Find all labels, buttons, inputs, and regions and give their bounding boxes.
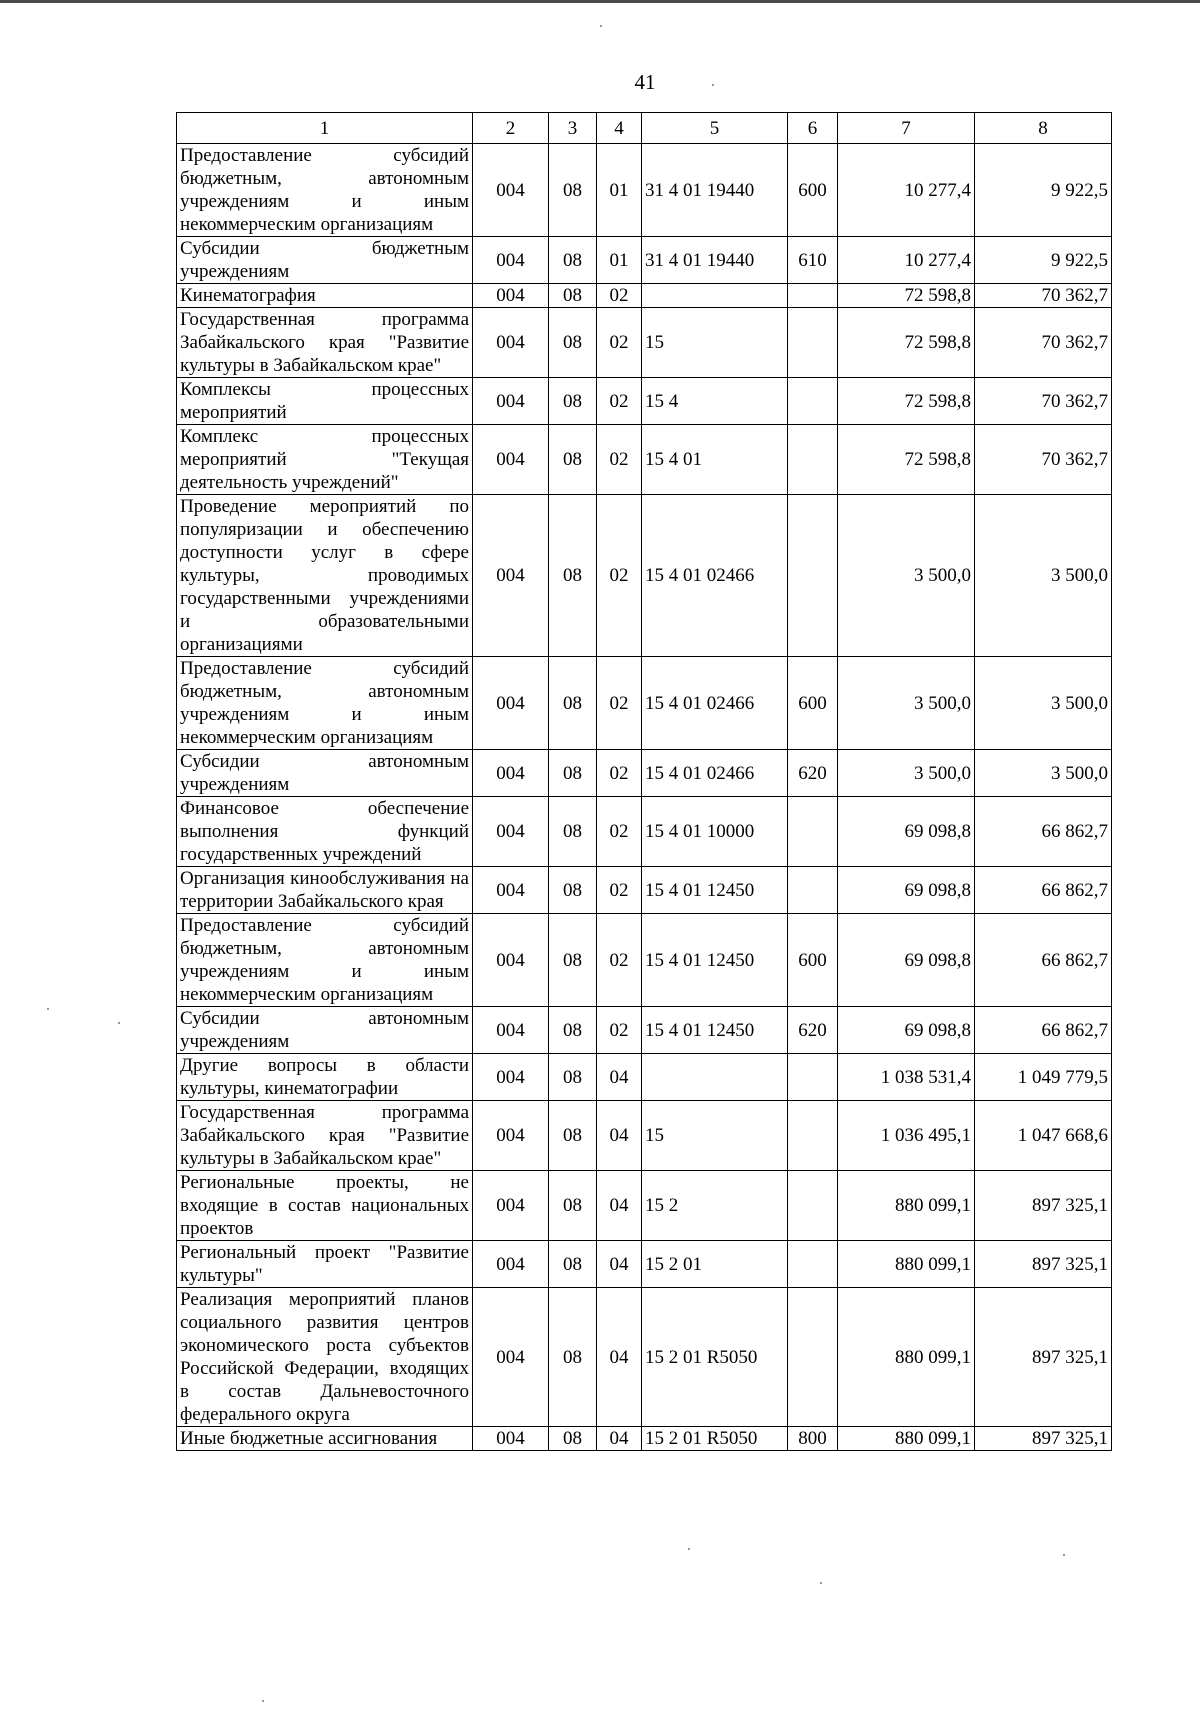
subsection-cell: 02 [597,914,642,1007]
section-cell: 08 [549,1241,597,1288]
table-row [177,1007,1112,1054]
subsection-cell: 02 [597,308,642,378]
amount-2025-cell: 3 500,0 [838,657,975,750]
table-row [177,284,1112,308]
scan-speck [1063,1554,1065,1556]
admin-code-cell: 004 [473,914,549,1007]
expense-type-cell [788,308,838,378]
admin-code-cell: 004 [473,425,549,495]
target-article-cell: 15 4 01 02466 [642,495,788,657]
target-article-cell: 15 2 [642,1171,788,1241]
table-row [177,867,1112,914]
amount-2026-cell: 897 325,1 [975,1288,1112,1427]
amount-2025-cell: 10 277,4 [838,237,975,284]
row-name-cell: Субсидии бюджетным учреждениям [177,237,473,284]
target-article-cell [642,284,788,308]
target-article-cell [642,1054,788,1101]
scan-speck [47,1008,49,1010]
amount-2026-cell: 3 500,0 [975,750,1112,797]
col-header: 8 [975,113,1112,144]
section-cell: 08 [549,378,597,425]
subsection-cell: 02 [597,378,642,425]
section-cell: 08 [549,750,597,797]
amount-2026-cell: 66 862,7 [975,867,1112,914]
expense-type-cell [788,495,838,657]
row-name-cell: Реализация мероприятий планов социального развития центров экономического роста субъектов Российской Федерации, входящих в состав Дальневосточного федерального округа [177,1288,473,1427]
subsection-cell: 04 [597,1241,642,1288]
amount-2025-cell: 72 598,8 [838,308,975,378]
subsection-cell: 02 [597,425,642,495]
section-cell: 08 [549,1288,597,1427]
row-name-cell: Предоставление субсидий бюджетным, автономным учреждениям и иным некоммерческим организациям [177,144,473,237]
amount-2025-cell: 880 099,1 [838,1241,975,1288]
expense-type-cell: 620 [788,750,838,797]
row-name-cell: Предоставление субсидий бюджетным, автономным учреждениям и иным некоммерческим организациям [177,657,473,750]
subsection-cell: 02 [597,657,642,750]
scan-speck [262,1700,264,1702]
section-cell: 08 [549,284,597,308]
row-name-cell: Финансовое обеспечение выполнения функций государственных учреждений [177,797,473,867]
row-name-cell: Региональный проект "Развитие культуры" [177,1241,473,1288]
amount-2025-cell: 3 500,0 [838,495,975,657]
expense-type-cell [788,1288,838,1427]
subsection-cell: 02 [597,1007,642,1054]
amount-2025-cell: 72 598,8 [838,284,975,308]
budget-table [176,112,1112,1451]
section-cell: 08 [549,1007,597,1054]
table-row [177,495,1112,657]
amount-2026-cell: 66 862,7 [975,914,1112,1007]
admin-code-cell: 004 [473,1171,549,1241]
table-row [177,237,1112,284]
row-name-cell: Государственная программа Забайкальского края "Развитие культуры в Забайкальском крае" [177,1101,473,1171]
table-row [177,657,1112,750]
subsection-cell: 04 [597,1054,642,1101]
target-article-cell: 15 [642,1101,788,1171]
admin-code-cell: 004 [473,284,549,308]
expense-type-cell [788,1241,838,1288]
amount-2025-cell: 69 098,8 [838,1007,975,1054]
section-cell: 08 [549,1054,597,1101]
admin-code-cell: 004 [473,308,549,378]
amount-2025-cell: 69 098,8 [838,867,975,914]
amount-2025-cell: 1 036 495,1 [838,1101,975,1171]
amount-2025-cell: 69 098,8 [838,914,975,1007]
target-article-cell: 31 4 01 19440 [642,237,788,284]
table-row [177,914,1112,1007]
section-cell: 08 [549,657,597,750]
subsection-cell: 04 [597,1171,642,1241]
section-cell: 08 [549,797,597,867]
admin-code-cell: 004 [473,1101,549,1171]
subsection-cell: 01 [597,144,642,237]
amount-2025-cell: 72 598,8 [838,425,975,495]
col-header: 1 [177,113,473,144]
section-cell: 08 [549,1101,597,1171]
admin-code-cell: 004 [473,495,549,657]
target-article-cell: 15 4 01 12450 [642,914,788,1007]
row-name-cell: Проведение мероприятий по популяризации и обеспечению доступности услуг в сфере культуры, проводимых государственными учреждениями и образовательными организациями [177,495,473,657]
expense-type-cell: 620 [788,1007,838,1054]
expense-type-cell [788,1101,838,1171]
row-name-cell: Государственная программа Забайкальского края "Развитие культуры в Забайкальском крае" [177,308,473,378]
amount-2026-cell: 1 049 779,5 [975,1054,1112,1101]
subsection-cell: 01 [597,237,642,284]
amount-2026-cell: 9 922,5 [975,237,1112,284]
expense-type-cell [788,1054,838,1101]
table-row [177,1288,1112,1427]
subsection-cell: 02 [597,797,642,867]
expense-type-cell [788,284,838,308]
admin-code-cell: 004 [473,237,549,284]
admin-code-cell: 004 [473,1241,549,1288]
section-cell: 08 [549,867,597,914]
section-cell: 08 [549,144,597,237]
header-row [177,113,1112,144]
target-article-cell: 15 4 01 10000 [642,797,788,867]
expense-type-cell [788,867,838,914]
col-header: 5 [642,113,788,144]
table-row [177,378,1112,425]
amount-2025-cell: 880 099,1 [838,1288,975,1427]
amount-2026-cell: 70 362,7 [975,425,1112,495]
amount-2025-cell: 880 099,1 [838,1171,975,1241]
amount-2025-cell: 72 598,8 [838,378,975,425]
section-cell: 08 [549,237,597,284]
col-header: 4 [597,113,642,144]
section-cell: 08 [549,308,597,378]
table-row [177,1101,1112,1171]
col-header: 7 [838,113,975,144]
section-cell: 08 [549,1171,597,1241]
table-row [177,425,1112,495]
admin-code-cell: 004 [473,750,549,797]
expense-type-cell: 610 [788,237,838,284]
col-header: 2 [473,113,549,144]
amount-2025-cell: 10 277,4 [838,144,975,237]
table-row [177,1427,1112,1451]
target-article-cell: 31 4 01 19440 [642,144,788,237]
admin-code-cell: 004 [473,797,549,867]
expense-type-cell: 600 [788,657,838,750]
expense-type-cell: 600 [788,914,838,1007]
amount-2025-cell: 3 500,0 [838,750,975,797]
scan-speck [712,84,714,86]
row-name-cell: Региональные проекты, не входящие в состав национальных проектов [177,1171,473,1241]
table-row [177,1241,1112,1288]
target-article-cell: 15 4 01 12450 [642,1007,788,1054]
col-header: 3 [549,113,597,144]
expense-type-cell [788,1171,838,1241]
amount-2026-cell: 897 325,1 [975,1241,1112,1288]
amount-2026-cell: 3 500,0 [975,657,1112,750]
table-row [177,144,1112,237]
row-name-cell: Предоставление субсидий бюджетным, автономным учреждениям и иным некоммерческим организациям [177,914,473,1007]
scan-speck [118,1022,120,1024]
amount-2026-cell: 9 922,5 [975,144,1112,237]
admin-code-cell: 004 [473,144,549,237]
table-row [177,1054,1112,1101]
table-row [177,308,1112,378]
amount-2025-cell: 880 099,1 [838,1427,975,1451]
expense-type-cell [788,797,838,867]
target-article-cell: 15 2 01 [642,1241,788,1288]
amount-2026-cell: 66 862,7 [975,1007,1112,1054]
admin-code-cell: 004 [473,1288,549,1427]
amount-2026-cell: 70 362,7 [975,378,1112,425]
target-article-cell: 15 [642,308,788,378]
scan-speck [688,1548,690,1550]
scan-speck [600,25,602,27]
subsection-cell: 04 [597,1101,642,1171]
subsection-cell: 02 [597,867,642,914]
expense-type-cell: 800 [788,1427,838,1451]
amount-2026-cell: 897 325,1 [975,1171,1112,1241]
section-cell: 08 [549,425,597,495]
admin-code-cell: 004 [473,378,549,425]
section-cell: 08 [549,914,597,1007]
target-article-cell: 15 4 01 [642,425,788,495]
subsection-cell: 02 [597,750,642,797]
row-name-cell: Субсидии автономным учреждениям [177,1007,473,1054]
subsection-cell: 02 [597,495,642,657]
target-article-cell: 15 4 01 02466 [642,750,788,797]
subsection-cell: 04 [597,1288,642,1427]
amount-2025-cell: 1 038 531,4 [838,1054,975,1101]
table-row [177,750,1112,797]
admin-code-cell: 004 [473,1427,549,1451]
section-cell: 08 [549,495,597,657]
scan-top-edge [0,0,1200,3]
row-name-cell: Другие вопросы в области культуры, кинематографии [177,1054,473,1101]
table-row [177,797,1112,867]
admin-code-cell: 004 [473,657,549,750]
row-name-cell: Субсидии автономным учреждениям [177,750,473,797]
table-body [177,144,1112,1451]
subsection-cell: 02 [597,284,642,308]
target-article-cell: 15 4 01 02466 [642,657,788,750]
amount-2026-cell: 897 325,1 [975,1427,1112,1451]
amount-2026-cell: 70 362,7 [975,284,1112,308]
subsection-cell: 04 [597,1427,642,1451]
admin-code-cell: 004 [473,1007,549,1054]
target-article-cell: 15 4 [642,378,788,425]
amount-2026-cell: 66 862,7 [975,797,1112,867]
expense-type-cell [788,378,838,425]
scan-speck [820,1582,822,1584]
admin-code-cell: 004 [473,1054,549,1101]
amount-2025-cell: 69 098,8 [838,797,975,867]
target-article-cell: 15 2 01 R5050 [642,1288,788,1427]
expense-type-cell [788,425,838,495]
table-row [177,1171,1112,1241]
admin-code-cell: 004 [473,867,549,914]
row-name-cell: Комплекс процессных мероприятий "Текущая деятельность учреждений" [177,425,473,495]
target-article-cell: 15 2 01 R5050 [642,1427,788,1451]
amount-2026-cell: 1 047 668,6 [975,1101,1112,1171]
expense-type-cell: 600 [788,144,838,237]
amount-2026-cell: 70 362,7 [975,308,1112,378]
row-name-cell: Иные бюджетные ассигнования [177,1427,473,1451]
col-header: 6 [788,113,838,144]
row-name-cell: Комплексы процессных мероприятий [177,378,473,425]
page-number: 41 [634,70,656,94]
section-cell: 08 [549,1427,597,1451]
target-article-cell: 15 4 01 12450 [642,867,788,914]
amount-2026-cell: 3 500,0 [975,495,1112,657]
row-name-cell: Кинематография [177,284,473,308]
row-name-cell: Организация кинообслуживания на территории Забайкальского края [177,867,473,914]
